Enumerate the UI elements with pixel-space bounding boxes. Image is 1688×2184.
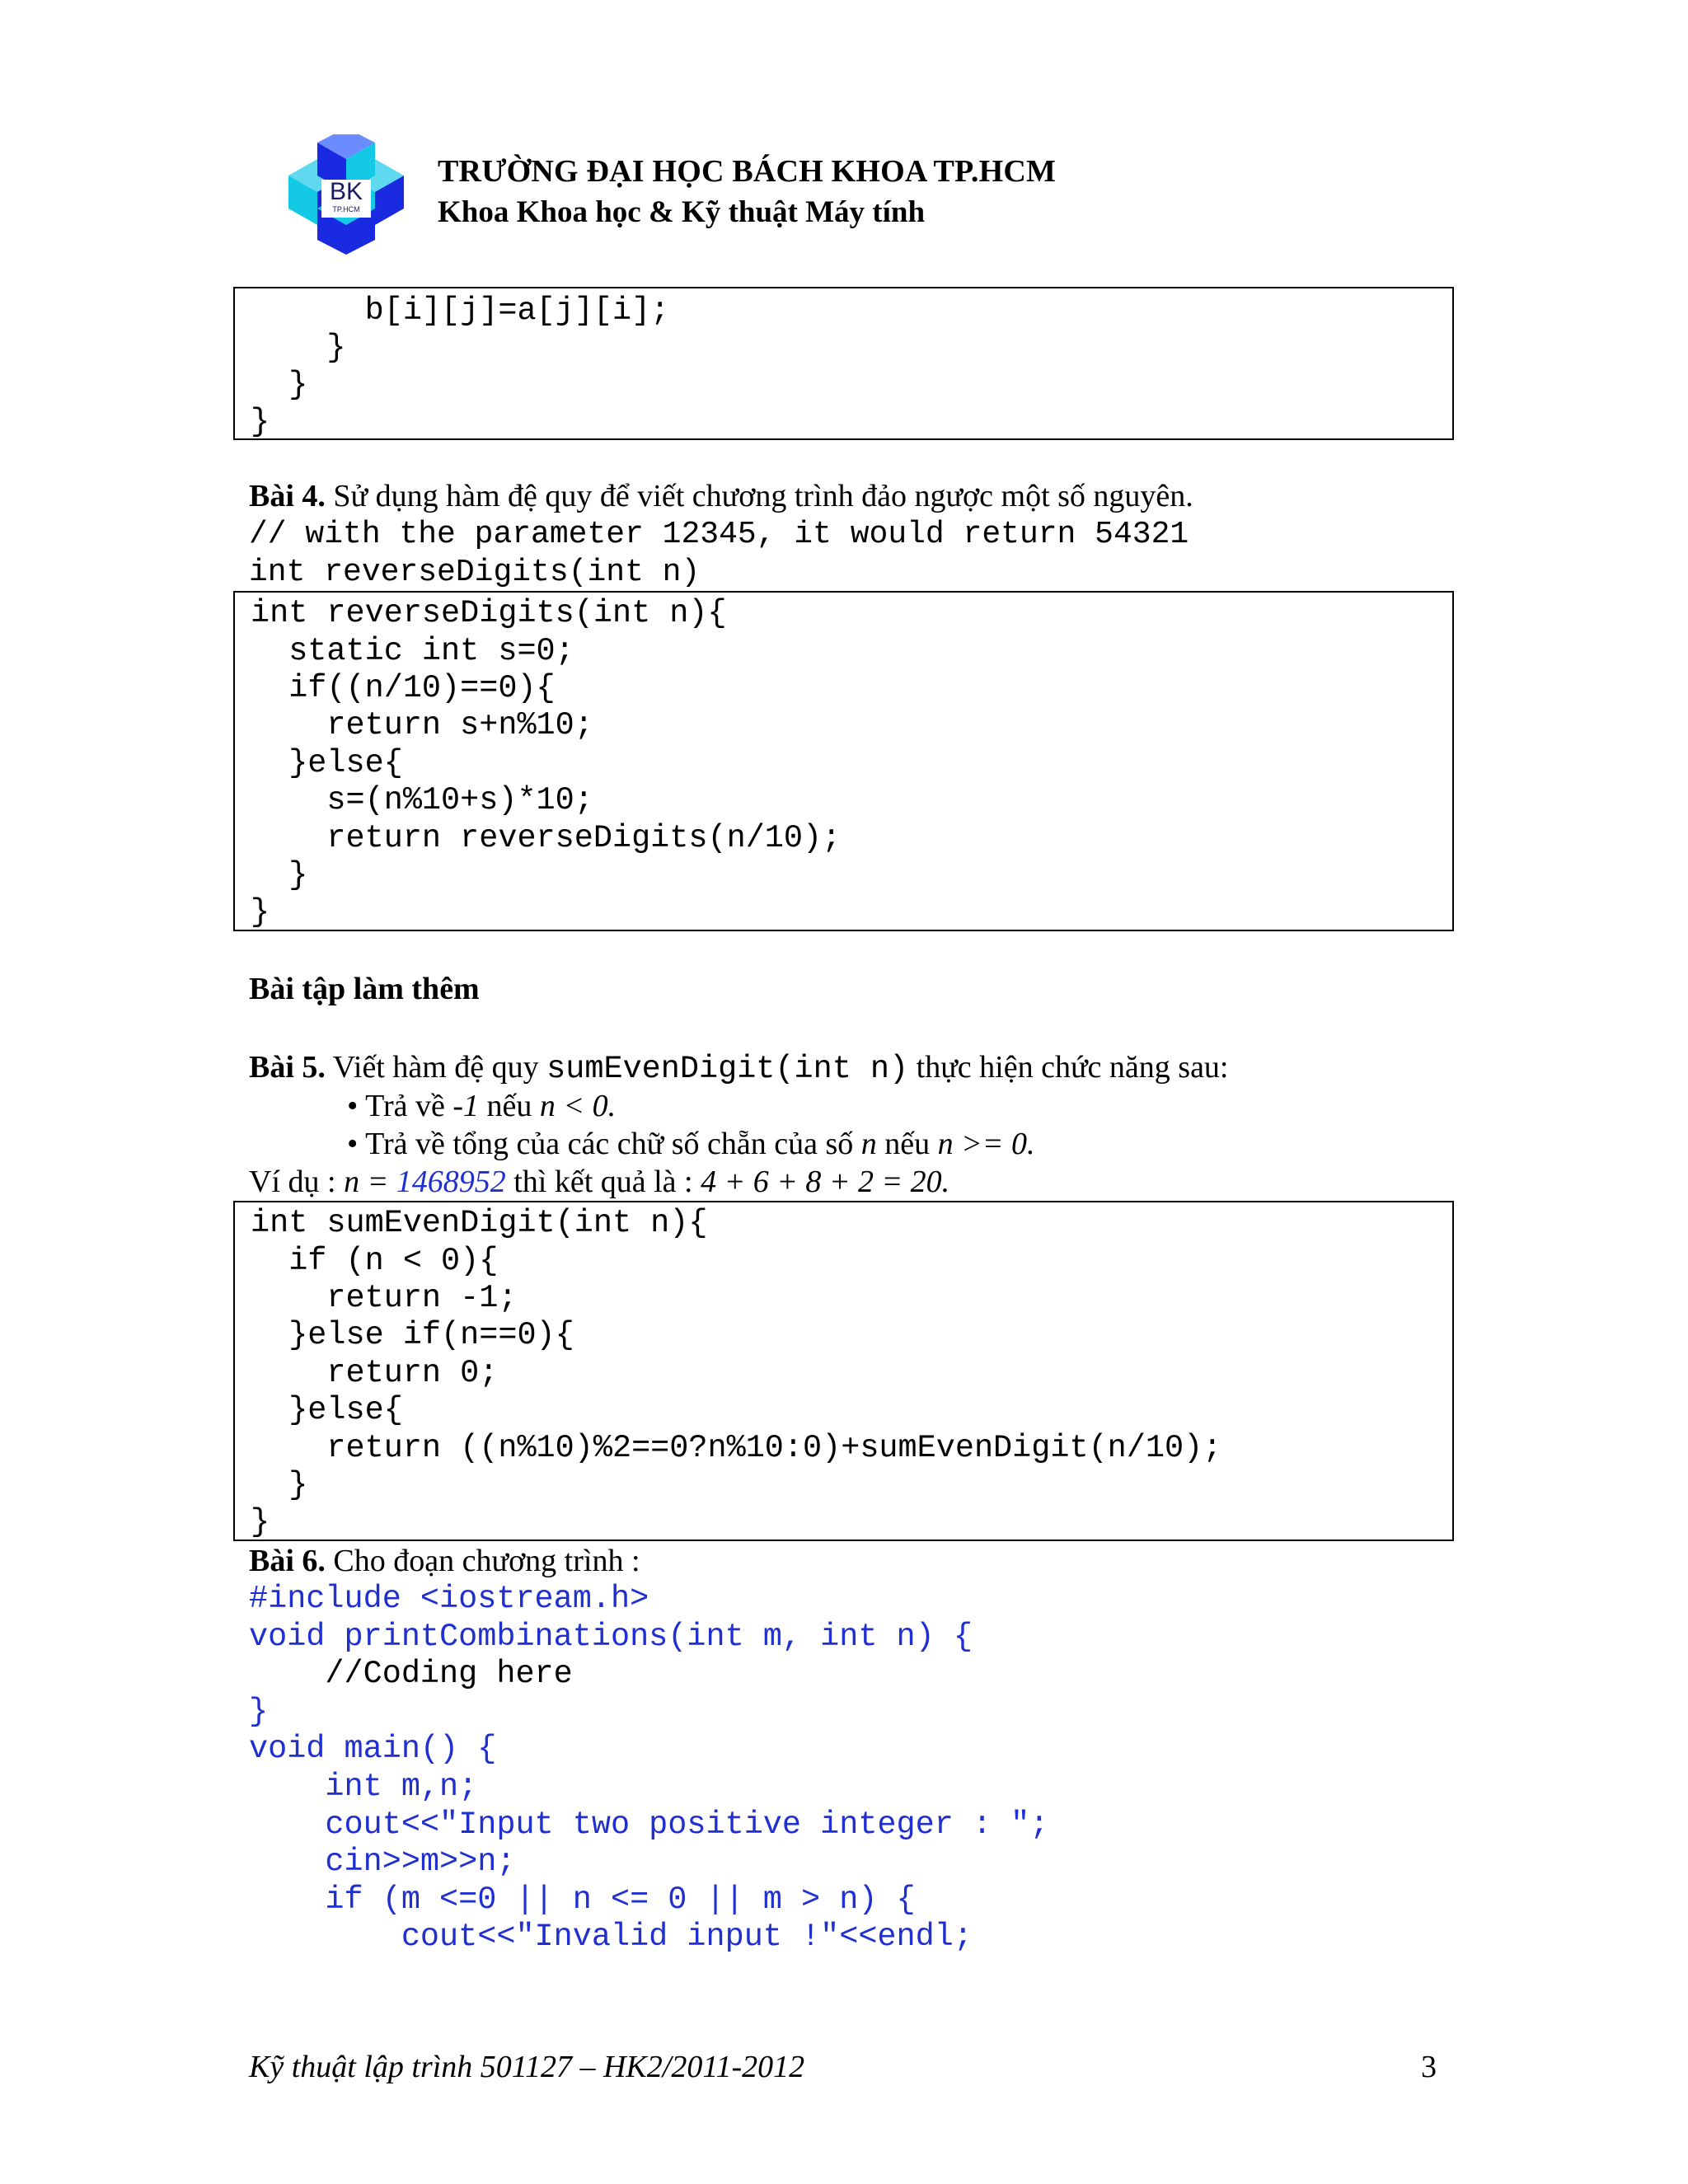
code-line: #include <iostream.h> [249,1581,649,1617]
code-line: int reverseDigits(int n){ [251,595,727,631]
code-box-reverse-digits [233,591,1454,931]
code-line: static int s=0; [251,633,574,669]
code-line: } [251,1467,308,1503]
code-line: } [251,894,270,930]
code-line: }else{ [251,745,403,781]
code-line: void printCombinations(int m, int n) { [249,1619,973,1655]
code-line: int sumEvenDigit(int n){ [251,1205,708,1241]
bullet-text: • Trả về [347,1089,453,1123]
code-line: } [251,1504,270,1540]
exercise-5-example [249,1163,950,1201]
code-line: }else{ [251,1392,403,1428]
exercise-4-comment: // with the parameter 12345, it would return 54321 [249,517,1189,552]
code-line: cout<<"Input two positive integer : "; [249,1807,1049,1843]
code-line: return ((n%10)%2==0?n%10:0)+sumEvenDigit(n/10); [251,1430,1222,1466]
code-line: } [251,367,308,403]
exercise-4-text: Sử dụng hàm đệ quy để viết chương trình đảo ngược một số nguyên. [325,479,1193,513]
exercise-6-label: Bài 6. [249,1544,326,1578]
footer-course: Kỹ thuật lập trình 501127 – HK2/2011-2012 [249,2050,805,2084]
code-line: } [249,1694,269,1730]
code-box-sum-even-digit [233,1201,1454,1541]
example-number: 1468952 [396,1165,506,1199]
bullet-variable: n [860,1127,877,1161]
code-line: return 0; [251,1355,499,1391]
page-number: 3 [1421,2050,1437,2084]
bullet-text: • Trả về tổng của các chữ số chẵn của số [347,1127,861,1161]
code-line: if (n < 0){ [251,1243,499,1279]
code-line: return s+n%10; [251,707,593,743]
code-line: if((n/10)==0){ [251,670,556,706]
exercise-4-heading [249,477,1193,515]
code-line: return -1; [251,1280,518,1316]
code-line: b[i][j]=a[j][i]; [251,293,670,329]
exercise-4-signature: int reverseDigits(int n) [249,555,701,590]
university-logo [288,134,404,255]
code-line: } [251,330,346,366]
exercise-6-heading [249,1542,640,1580]
exercise-4-label: Bài 4. [249,479,326,513]
code-line: cin>>m>>n; [249,1844,516,1880]
code-line: cout<<"Invalid input !"<<endl; [249,1919,973,1955]
code-line: //Coding here [249,1656,573,1692]
exercise-5-text-after: thực hiện chức năng sau: [908,1050,1229,1085]
exercise-5-function: sumEvenDigit(int n) [546,1051,909,1087]
code-line: void main() { [249,1731,497,1767]
code-line: } [251,404,270,440]
code-line: int m,n; [249,1769,478,1805]
code-line: } [251,857,308,893]
exercise-5-bullet-2 [347,1125,1034,1163]
code-line: return reverseDigits(n/10); [251,820,842,856]
faculty-name: Khoa Khoa học & Kỹ thuật Máy tính [438,195,926,229]
exercise-5-label: Bài 5. [249,1050,326,1085]
bullet-condition: n < 0. [539,1089,617,1123]
example-label: Ví dụ : [249,1165,345,1199]
bullet-value: -1 [452,1089,480,1123]
extra-exercises-title: Bài tập làm thêm [249,972,480,1006]
example-result: 4 + 6 + 8 + 2 = 20. [701,1165,950,1199]
code-box-continuation [233,287,1454,440]
example-eq: n = [344,1165,396,1199]
logo-subtext: TP.HCM [332,205,360,213]
code-line: s=(n%10+s)*10; [251,782,593,818]
exercise-5-heading [249,1048,1229,1088]
university-name: TRƯỜNG ĐẠI HỌC BÁCH KHOA TP.HCM [438,154,1057,189]
exercise-6-code [249,1580,1049,1979]
code-line: }else if(n==0){ [251,1317,574,1353]
bullet-text: nếu [876,1127,938,1161]
exercise-6-text: Cho đoạn chương trình : [325,1544,640,1578]
example-text: thì kết quả là : [505,1165,701,1199]
logo-text: BK [329,178,363,205]
code-line: if (m <=0 || n <= 0 || m > n) { [249,1882,916,1918]
exercise-5-bullet-1 [347,1087,616,1125]
bullet-condition: n >= 0. [937,1127,1035,1161]
bullet-text: nếu [479,1089,540,1123]
exercise-5-text-before: Viết hàm đệ quy [325,1050,547,1085]
